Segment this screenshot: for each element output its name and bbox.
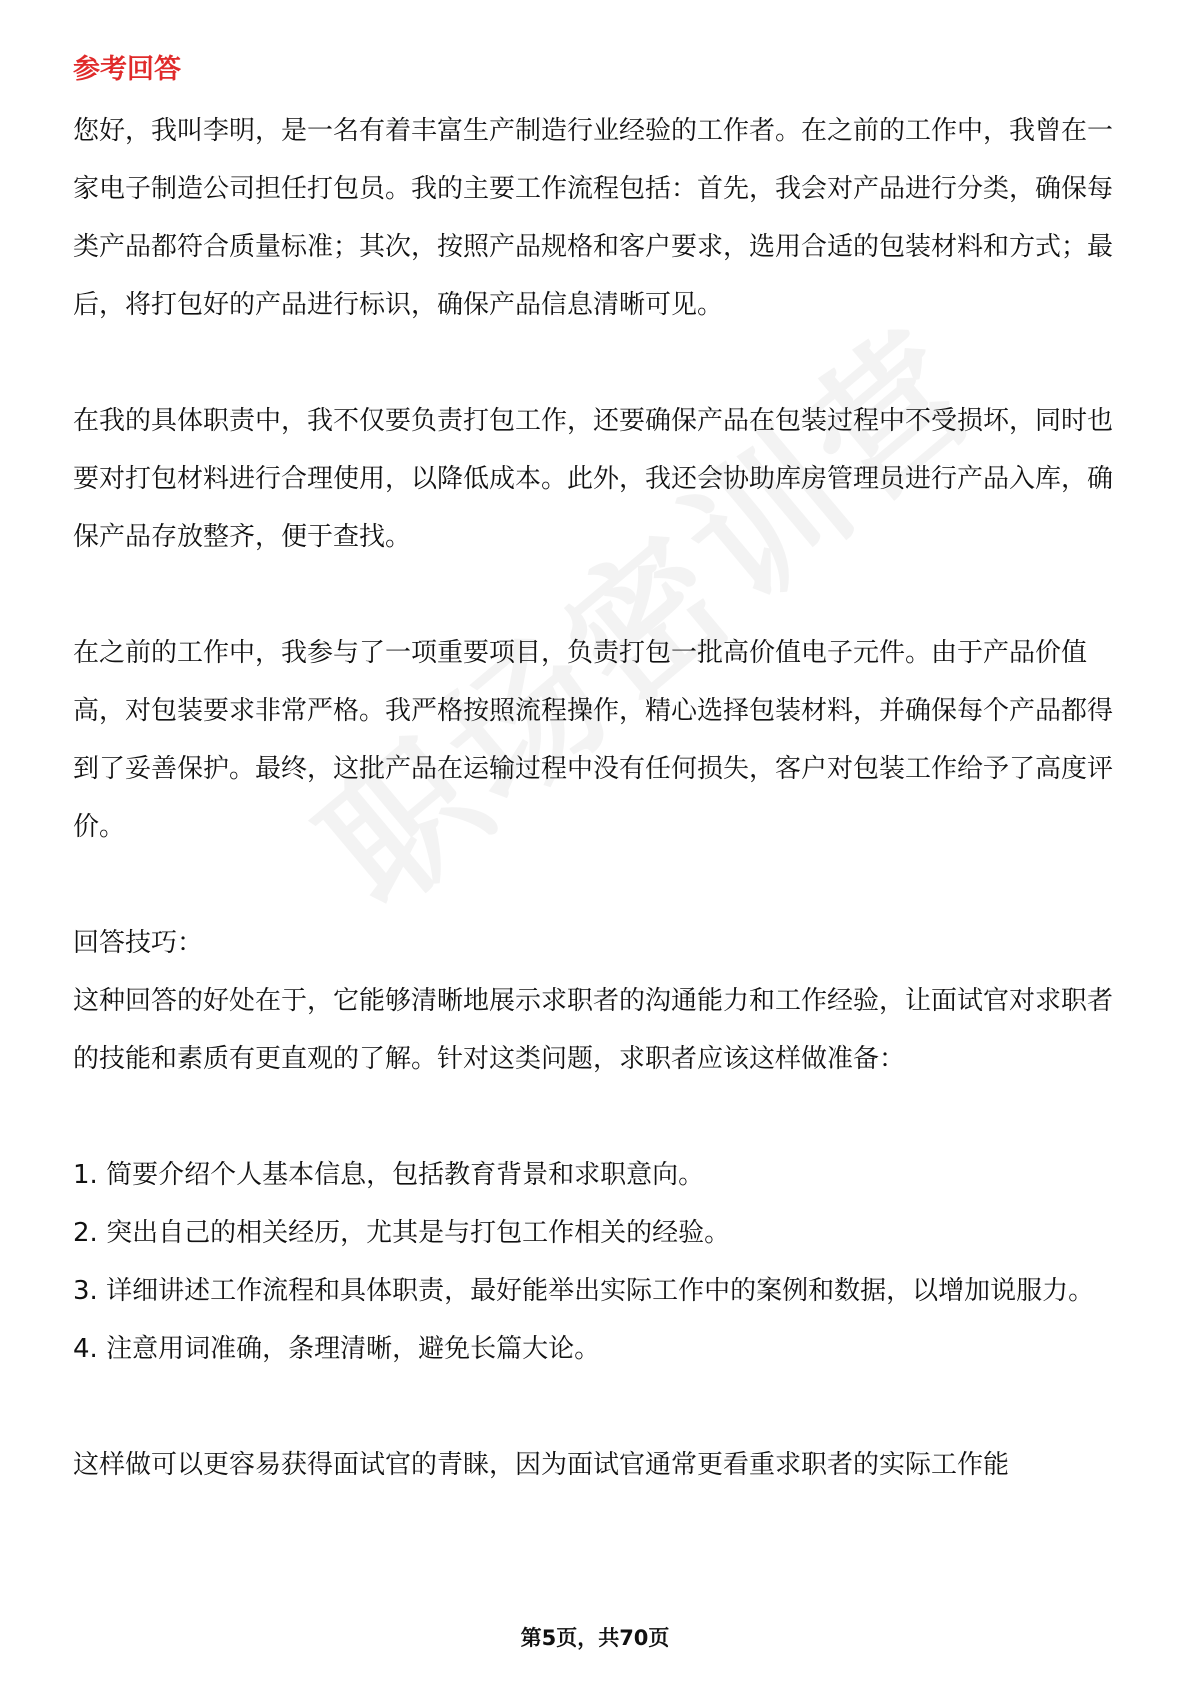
- paragraph-gap: [73, 334, 1123, 392]
- tips-title: 回答技巧：: [73, 928, 204, 958]
- tips-list-item: 4. 注意用词准确，条理清晰，避免长篇大论。: [73, 1334, 601, 1364]
- answer-paragraph-2: 在我的具体职责中，我不仅要负责打包工作，还要确保产品在包装过程中不受损坏，同时也要对打包材料进行合理使用，以降低成本。此外，我还会协助库房管理员进行产品入库，确保产品存放整齐，便于查找。: [73, 406, 1114, 552]
- paragraph-gap: [73, 856, 1123, 914]
- paragraph-gap: [73, 1378, 1123, 1436]
- paragraph-gap: [73, 1088, 1123, 1146]
- answer-paragraph-3: 在之前的工作中，我参与了一项重要项目，负责打包一批高价值电子元件。由于产品价值高，对包装要求非常严格。我严格按照流程操作，精心选择包装材料，并确保每个产品都得到了妥善保护。最终，这批产品在运输过程中没有任何损失，客户对包装工作给予了高度评价。: [73, 638, 1114, 842]
- closing-paragraph: 这样做可以更容易获得面试官的青睐，因为面试官通常更看重求职者的实际工作能: [73, 1450, 1010, 1480]
- tips-list-item: 1. 简要介绍个人基本信息，包括教育背景和求职意向。: [73, 1160, 705, 1190]
- paragraph-gap: [73, 566, 1123, 624]
- answer-paragraph-1: 您好，我叫李明，是一名有着丰富生产制造行业经验的工作者。在之前的工作中，我曾在一家电子制造公司担任打包员。我的主要工作流程包括：首先，我会对产品进行分类，确保每类产品都符合质量标准；其次，按照产品规格和客户要求，选用合适的包装材料和方式；最后，将打包好的产品进行标识，确保产品信息清晰可见。: [73, 116, 1114, 320]
- document-body: [73, 48, 1123, 1494]
- section-heading: 参考回答: [73, 54, 181, 85]
- page-number: 第5页，共70页: [520, 1626, 670, 1650]
- tips-list-item: 2. 突出自己的相关经历，尤其是与打包工作相关的经验。: [73, 1218, 731, 1248]
- tips-list-item: 3. 详细讲述工作流程和具体职责，最好能举出实际工作中的案例和数据，以增加说服力。: [73, 1276, 1095, 1306]
- tips-intro: 这种回答的好处在于，它能够清晰地展示求职者的沟通能力和工作经验，让面试官对求职者的技能和素质有更直观的了解。针对这类问题，求职者应该这样做准备：: [73, 986, 1114, 1074]
